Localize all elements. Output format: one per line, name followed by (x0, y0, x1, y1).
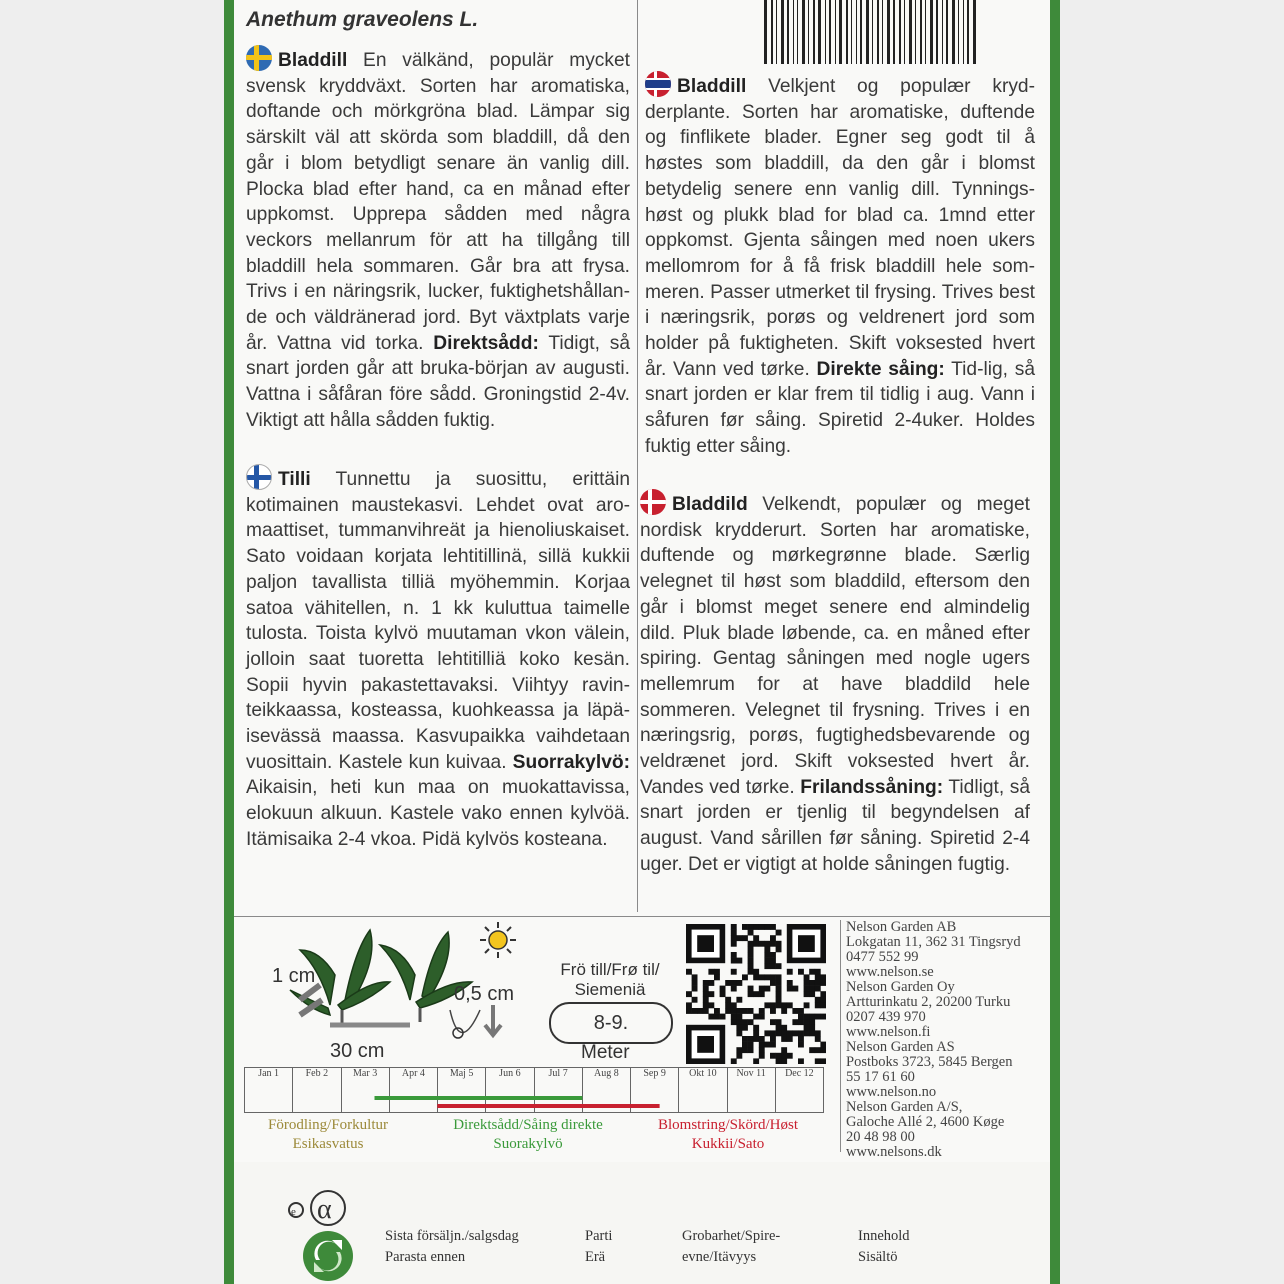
seed-to-value: 8-9. (549, 1002, 673, 1044)
address-line: www.nelson.fi (846, 1024, 931, 1040)
sun-icon (478, 920, 518, 960)
barcode-bar (909, 0, 912, 64)
barcode-bar (958, 0, 959, 64)
address-block (846, 1100, 1021, 1160)
address-block (846, 920, 1021, 980)
section-bold: Direkte såing: (816, 358, 945, 380)
svg-text:α: α (317, 1194, 332, 1225)
barcode-bar (866, 0, 869, 64)
finland-flag (246, 464, 272, 490)
addresses (846, 920, 1021, 1160)
green-dot-icon (302, 1230, 354, 1282)
barcode-bar (920, 0, 922, 64)
barcode-bar (776, 0, 777, 64)
barcode-bar (860, 0, 862, 64)
barcode-bar (973, 0, 976, 64)
address-line: Nelson Garden AS (846, 1039, 955, 1055)
month-cell: Nov 11 (727, 1067, 775, 1113)
section-text: Tunnettu ja suosittu, erittäin kotimainen maustekasvi. Lehdet ovat aro-maattiset, tummanvihreät ja hienoliuskaiset. Sato voidaan korjata lehtitillinä, sillä kukkii paljon tavallista tilliä myöhemmin. Korjaa satoa vähitellen, n. 1 kk kuluttua taimelle tulosta. Toista kylvö muutaman vkon välein, jolloin saat tuoretta lehtitilliä koko kesän. Sopii hyvin pakastettavaksi. Viihtyy ravin-teikkaassa, kosteassa, kuohkeassa ja läpä-isevässä maassa. Kasvupaikka vaihdetaan vuosittain. Kastele kun kuivaa. (246, 469, 630, 773)
unit-label: Meter (581, 1042, 630, 1063)
barcode-bar (893, 0, 895, 64)
month-cell: Jan 1 (244, 1067, 292, 1113)
barcode-bar (936, 0, 938, 64)
direct-sow-bar (375, 1096, 583, 1100)
month-cell: Jun 6 (485, 1067, 533, 1113)
address-line: Galoche Allé 2, 4600 Køge (846, 1114, 1005, 1130)
section-swedish (246, 45, 630, 434)
section-title: Bladdill (677, 76, 747, 97)
address-line: Nelson Garden AB (846, 919, 957, 935)
month-cell: Jul 7 (534, 1067, 582, 1113)
barcode-bar (797, 0, 798, 64)
month-cell: Maj 5 (437, 1067, 485, 1113)
calendar-bars (244, 1090, 824, 1110)
address-line: www.nelsons.dk (846, 1144, 942, 1160)
barcode-bar (872, 0, 873, 64)
section-danish (640, 489, 1030, 878)
barcode-bar (818, 0, 821, 64)
barcode-bar (946, 0, 948, 64)
address-line: Postboks 3723, 5845 Bergen (846, 1054, 1013, 1070)
barcode-bar (808, 0, 809, 64)
barcode-bar (877, 0, 879, 64)
month-cell: Okt 10 (678, 1067, 726, 1113)
qr-code (686, 924, 826, 1064)
section-text: Velkendt, populær og meget nordisk krydderurt. Sorten har aromatiske, duftende og mørkegrønne blade. Særlig velegnet til høst som bladdild, eftersom den går i blomst meget senere end almindelig dild. Pluk blade løbende, ca. en måned efter spiring. Gentag såningen med nogle ugers mellemrum for at have bladdild hele sommeren. Velegnet til frysning. Trives i en næringsrig, porøs, fugtighedsbevarende og veldrænet jord. Skift voksested hvert år. Vandes ved tørke. (640, 494, 1030, 798)
contents-label: Innehold Sisältö (858, 1228, 910, 1265)
address-line: 55 17 61 60 (846, 1069, 915, 1085)
month-cell: Mar 3 (341, 1067, 389, 1113)
address-line: www.nelson.se (846, 964, 934, 980)
denmark-flag (640, 489, 666, 515)
germination-label: Grobarhet/Spire- evne/Itävyys (682, 1228, 781, 1265)
section-text: Tidigt, så snart jorden går att bruka-början av augusti. Vattna i såfåran före sådd. Groningstid 2-4v. Viktigt att hålla sådden fuktig. (246, 332, 631, 431)
barcode-bar (952, 0, 955, 64)
section-title: Bladdill (278, 50, 348, 71)
address-line: 0207 439 970 (846, 1009, 926, 1025)
address-block (846, 980, 1021, 1040)
barcode-bar (963, 0, 964, 64)
plant-spacing-label: 30 cm (330, 1040, 385, 1062)
row-spacing-label: 1 cm (272, 965, 316, 987)
barcode-bar (904, 0, 905, 64)
barcode-bar (825, 0, 826, 64)
month-cell: Aug 8 (582, 1067, 630, 1113)
address-line: Artturinkatu 2, 20200 Turku (846, 994, 1011, 1010)
month-cell: Apr 4 (389, 1067, 437, 1113)
barcode-bar (967, 0, 969, 64)
legend-text: Direktsådd/Såing direkte Suorakylvö (453, 1117, 603, 1152)
barcode-bar (835, 0, 836, 64)
month-cell: Sep 9 (630, 1067, 678, 1113)
barcode-bar (930, 0, 933, 64)
section-text: Tidligt, så snart jorden er tjenlig til begyndelsen af august. Vand sårillen før såning. Spiretid 2-4 uger. Det er vigtigt at holde såningen fugtig. (640, 776, 1030, 875)
seed-to-label: Frö till/Frø til/ Siemeniä (560, 960, 660, 999)
column-divider (637, 0, 638, 912)
barcode-bar (802, 0, 805, 64)
month-cell: Dec 12 (775, 1067, 824, 1113)
section-bold: Frilandssåning: (800, 776, 944, 798)
section-text: Tid-lig, så snart jorden er klar frem til tidlig i aug. Vann i såfuren før såing. Spiretid 2-4uker. Holdes fuktig etter såing. (645, 358, 1035, 457)
footer-area (234, 1162, 1050, 1284)
barcode-bar (846, 0, 848, 64)
norway-flag (645, 71, 671, 97)
barcode-bar (829, 0, 831, 64)
month-cell: Feb 2 (292, 1067, 340, 1113)
address-line: 0477 552 99 (846, 949, 919, 965)
depth-label: 0,5 cm (454, 983, 515, 1005)
section-bold: Direktsådd: (433, 332, 539, 354)
barcode-bar (851, 0, 852, 64)
section-finnish (246, 464, 630, 853)
legend-bloom-harvest (638, 1116, 818, 1154)
address-line: Lokgatan 11, 362 31 Tingsryd (846, 934, 1021, 950)
barcode-bar (813, 0, 815, 64)
sell-by-label: Sista försäljn./salgsdag Parasta ennen (385, 1228, 519, 1265)
legend-precultivation (248, 1116, 408, 1154)
barcode-bar (915, 0, 916, 64)
barcode-bar (899, 0, 901, 64)
address-block (846, 1040, 1021, 1100)
section-text: En välkänd, populär mycket svensk kryddväxt. Sorten har aromatiska, doftande och mörkgröna blad. Lämpar sig särskilt väl att skörda som bladdill, då den går i blom betydligt senare än vanlig dill. Plocka blad efter hand, ca en månad efter uppkomst. Upprepa sådden med några veckors mellanrum för att ha tillgång till bladdill hela sommaren. Går bra att frysa. Trivs i en näringsrik, lucker, fuktighetshållan-de och väldränerad jord. Byt växtplats varje år. Vattna vid torka. (246, 50, 630, 354)
legend-direct-sow (430, 1116, 626, 1154)
barcode-bar (793, 0, 794, 64)
barcode-bar (839, 0, 842, 64)
barcode-bar (856, 0, 857, 64)
legend-text: Förodling/Forkultur Esikasvatus (267, 1117, 388, 1152)
address-line: Nelson Garden Oy (846, 979, 955, 995)
batch-label: Parti Erä (585, 1228, 613, 1265)
section-norwegian (645, 71, 1035, 460)
barcode-bar (771, 0, 773, 64)
barcode-bar (787, 0, 789, 64)
section-title: Tilli (278, 469, 311, 490)
barcode-bar (942, 0, 943, 64)
legend-text: Blomstring/Skörd/Høst Kukkii/Sato (657, 1117, 799, 1152)
address-line: www.nelson.no (846, 1084, 937, 1100)
alpha-logo (284, 1188, 354, 1228)
address-line: Nelson Garden A/S, (846, 1099, 963, 1115)
latin-name: Anethum graveolens L. (246, 8, 479, 31)
section-text: Velkjent og populær kryd-derplante. Sorten har aromatiske, duftende og finflikete blader. Egner seg godt til å høstes som bladdill, da den går i blomst betydelig senere enn vanlig dill. Tynnings-høst og plukk blad for blad ca. 1mnd etter oppkomst. Gjenta såingen med noen ukers mellomrom for å få frisk bladdill hele som-meren. Passer utmerket til frysing. Trives best i næringsrik, porøs og veldrenert jord som holder på fuktigheten. Skift voksested hvert år. Vann ved tørke. (645, 76, 1035, 380)
barcode-bar (925, 0, 926, 64)
harvest-bar (437, 1104, 659, 1108)
barcode (764, 0, 1020, 64)
barcode-bar (764, 0, 767, 64)
barcode-bar (882, 0, 883, 64)
barcode-bar (781, 0, 784, 64)
section-divider (234, 916, 1050, 917)
section-title: Bladdild (672, 494, 748, 515)
svg-text:e: e (291, 1206, 296, 1218)
address-divider (840, 920, 841, 1152)
barcode-bar (887, 0, 890, 64)
section-bold: Suorrakylvö: (512, 751, 630, 773)
section-text: Aikaisin, heti kun maa on muokattavissa, elokuun alkuun. Kastele vako ennen kylvöä. Itämisaika 2-4 vkoa. Pidä kylvös kosteana. (246, 777, 630, 850)
address-line: 20 48 98 00 (846, 1129, 915, 1145)
sweden-flag (246, 45, 272, 71)
